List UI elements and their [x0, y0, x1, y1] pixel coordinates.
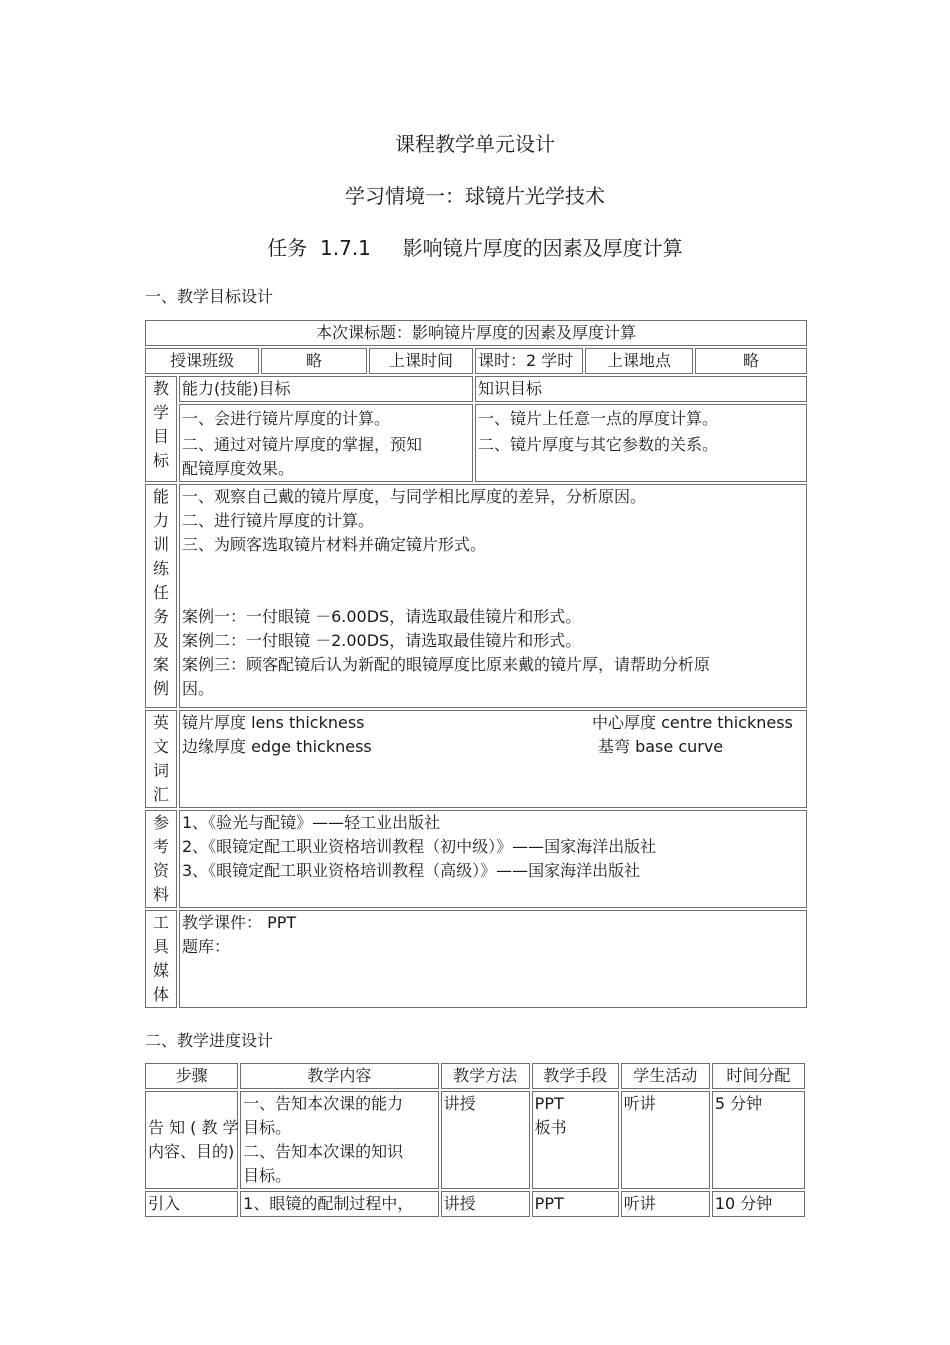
label-char: 具: [152, 937, 169, 956]
place-value: 略: [695, 348, 807, 374]
text-line: 中心厚度 centre thickness: [592, 713, 793, 732]
label-char: 例: [152, 679, 169, 698]
text-line: [182, 557, 804, 581]
schedule-table: [143, 1061, 807, 1219]
label-char: 料: [152, 885, 169, 904]
label-char: 任: [152, 583, 169, 602]
text-line: 板书: [534, 1118, 567, 1137]
course-title-cell: 本次课标题：影响镜片厚度的因素及厚度计算: [145, 320, 807, 346]
text-line: 二、告知本次课的知识: [243, 1142, 404, 1161]
header-means: 教学手段: [532, 1063, 619, 1089]
label-char: 能: [152, 487, 169, 506]
text-line: 教学课件： PPT: [182, 913, 297, 932]
text-line: 一、镜片上任意一点的厚度计算。: [478, 409, 719, 428]
text-line: 引入: [148, 1194, 181, 1213]
label-char: 务: [152, 607, 169, 626]
label-char: 教: [152, 379, 169, 398]
header-method: 教学方法: [441, 1063, 530, 1089]
label-char: 体: [152, 985, 169, 1004]
label-char: 及: [152, 631, 169, 650]
document-subtitle: 学习情境一：球镜片光学技术: [345, 184, 605, 208]
label-char: 案: [152, 655, 169, 674]
activity-cell: 听讲: [621, 1191, 710, 1217]
label-char: 汇: [152, 785, 169, 804]
training-tasks-text: [179, 484, 807, 708]
objectives-label: [145, 376, 177, 482]
task-title: 任务 1.7.1 影响镜片厚度的因素及厚度计算: [267, 236, 683, 260]
text-line: 案例三：顾客配镜后认为新配的眼镜厚度比原来戴的镜片厚，请帮助分析原: [182, 655, 711, 674]
knowledge-objective-text: [475, 404, 807, 482]
place-label: 上课地点: [585, 348, 693, 374]
text-line: 三、为顾客选取镜片材料并确定镜片形式。: [182, 535, 487, 554]
label-char: 目: [152, 427, 169, 446]
label-char: 英: [152, 713, 169, 732]
label-char: 训: [152, 535, 169, 554]
text-line: 配镜厚度效果。: [182, 459, 295, 478]
text-line: [182, 581, 804, 605]
vocabulary-label: [145, 710, 177, 808]
references-label: [145, 810, 177, 908]
text-line: 因。: [182, 679, 215, 698]
table-row: [145, 1091, 805, 1189]
text-line: 一、告知本次课的能力: [243, 1094, 404, 1113]
text-line: 1、眼镜的配制过程中，: [243, 1194, 414, 1213]
references-text: [179, 810, 807, 908]
training-tasks-label: [145, 484, 177, 708]
label-char: 练: [152, 559, 169, 578]
time-cell: 5 分钟: [712, 1091, 805, 1189]
label-char: 工: [152, 913, 169, 932]
section-heading-objectives: 一、教学目标设计: [145, 287, 274, 306]
ability-objective-text: [179, 404, 473, 482]
vocabulary-text: [179, 710, 807, 808]
text-line: 告 知 ( 教 学: [148, 1118, 239, 1137]
method-cell: 讲授: [441, 1191, 530, 1217]
text-line: 案例二：一付眼镜 －2.00DS，请选取最佳镜片和形式。: [182, 631, 582, 650]
hours-cell: 课时：2 学时: [475, 348, 583, 374]
step-cell: [145, 1091, 238, 1189]
reference-line: 3、《眼镜定配工职业资格培训教程（高级）》——国家海洋出版社: [182, 861, 641, 880]
header-step: 步骤: [145, 1063, 238, 1089]
class-value: 略: [261, 348, 367, 374]
text-line: 一、会进行镜片厚度的计算。: [182, 409, 391, 428]
content-cell: [240, 1191, 438, 1217]
document-title: 课程教学单元设计: [395, 132, 555, 156]
label-char: 力: [152, 511, 169, 530]
activity-cell: 听讲: [621, 1091, 710, 1189]
label-char: 标: [152, 451, 169, 470]
text-line: 内容、目的): [148, 1142, 235, 1161]
text-line: 镜片厚度 lens thickness: [182, 713, 365, 732]
text-line: 基弯 base curve: [598, 737, 724, 756]
step-cell: [145, 1191, 238, 1217]
label-char: 资: [152, 861, 169, 880]
media-text: [179, 910, 807, 1008]
header-content: 教学内容: [240, 1063, 438, 1089]
section-heading-schedule: 二、教学进度设计: [145, 1031, 274, 1050]
table-row: [145, 1191, 805, 1217]
header-time: 时间分配: [712, 1063, 805, 1089]
header-activity: 学生活动: [621, 1063, 710, 1089]
class-label: 授课班级: [145, 348, 259, 374]
text-line: 边缘厚度 edge thickness: [182, 737, 372, 756]
text-line: 目标。: [243, 1118, 292, 1137]
text-line: 二、进行镜片厚度的计算。: [182, 511, 375, 530]
text-line: 案例一：一付眼镜 －6.00DS，请选取最佳镜片和形式。: [182, 607, 582, 626]
means-cell: [532, 1091, 619, 1189]
text-line: 目标。: [243, 1166, 292, 1185]
text-line: PPT: [534, 1194, 564, 1213]
label-char: 媒: [152, 961, 169, 980]
text-line: 一、观察自己戴的镜片厚度，与同学相比厚度的差异，分析原因。: [182, 487, 647, 506]
method-cell: 讲授: [441, 1091, 530, 1189]
reference-line: 2、《眼镜定配工职业资格培训教程（初中级）》——国家海洋出版社: [182, 837, 657, 856]
means-cell: [532, 1191, 619, 1217]
label-char: 词: [152, 761, 169, 780]
text-line: PPT: [534, 1094, 564, 1113]
label-char: 文: [152, 737, 169, 756]
media-label: [145, 910, 177, 1008]
reference-line: 1、《验光与配镜》——轻工业出版社: [182, 813, 441, 832]
label-char: 学: [152, 403, 169, 422]
text-line: 二、镜片厚度与其它参数的关系。: [478, 435, 719, 454]
knowledge-objective-header: 知识目标: [475, 376, 807, 402]
time-cell: 10 分钟: [712, 1191, 805, 1217]
content-cell: [240, 1091, 438, 1189]
ability-objective-header: 能力(技能)目标: [179, 376, 473, 402]
label-char: 考: [152, 837, 169, 856]
objectives-table: [143, 318, 809, 1010]
time-label: 上课时间: [369, 348, 473, 374]
label-char: 参: [152, 813, 169, 832]
text-line: 题库：: [182, 937, 231, 956]
text-line: 二、通过对镜片厚度的掌握，预知: [182, 435, 423, 454]
